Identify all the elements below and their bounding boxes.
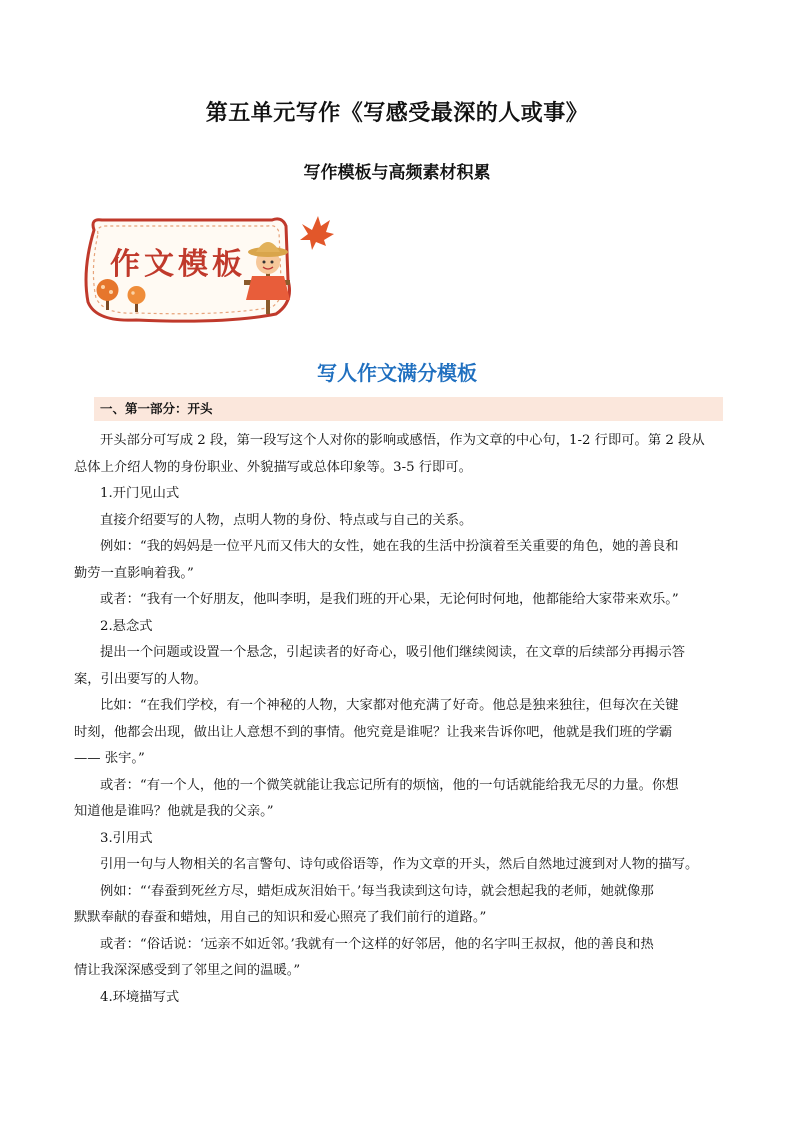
banner-text: 作文模板 (110, 247, 246, 282)
maple-leaf-icon (300, 216, 334, 250)
body-line: 比如：“在我们学校，有一个神秘的人物，大家都对他充满了好奇。他总是独来独往，但每次在关键 (100, 698, 679, 713)
body-line: 情让我深深感受到了邻里之间的温暖。” (74, 963, 301, 978)
body-line: 时刻，他都会出现，做出让人意想不到的事情。他究竟是谁呢？让我来告诉你吧，他就是我们班的学霸 (74, 724, 673, 740)
body-line: 开头部分可写成 2 段，第一段写这个人对你的影响或感悟，作为文章的中心句，1-2 行即可。第 2 段从 (100, 433, 705, 448)
page-title: 第五单元写作《写感受最深的人或事》 (205, 100, 589, 126)
body-line: 提出一个问题或设置一个悬念，引起读者的好奇心，吸引他们继续阅读，在文章的后续部分再揭示答 (100, 645, 686, 660)
body-text (74, 428, 722, 1011)
body-line: 或者：“俗话说：‘远亲不如近邻。’我就有一个这样的好邻居，他的名字叫王叔叔，他的善良和热 (100, 936, 654, 952)
body-line: 1.开门见山式 (100, 486, 180, 501)
body-line: 例如：“‘春蚕到死丝方尽，蜡炬成灰泪始干。’每当我读到这句诗，就会想起我的老师，她就像那 (100, 883, 654, 899)
part-heading: 一、第一部分：开头 (94, 397, 723, 421)
body-line: 例如：“我的妈妈是一位平凡而又伟大的女性，她在我的生活中扮演着至关重要的角色，她的善良和 (100, 539, 679, 554)
page-subtitle: 写作模板与高频素材积累 (303, 163, 491, 183)
body-line: 或者：“我有一个好朋友，他叫李明，是我们班的开心果，无论何时何地，他都能给大家带来欢乐。” (100, 592, 679, 607)
body-line: 或者：“有一个人，他的一个微笑就能让我忘记所有的烦恼，他的一句话就能给我无尽的力量。你想 (100, 777, 679, 793)
body-line: 4.环境描写式 (100, 989, 180, 1005)
body-line: 3.引用式 (100, 830, 153, 846)
body-line: 总体上介绍人物的身份职业、外貌描写或总体印象等。3-5 行即可。 (74, 459, 472, 475)
body-line: 默默奉献的春蚕和蜡烛，用自己的知识和爱心照亮了我们前行的道路。” (74, 910, 487, 925)
body-line: 直接介绍要写的人物，点明人物的身份、特点或与自己的关系。 (100, 512, 473, 528)
section-title: 写人作文满分模板 (317, 361, 477, 385)
body-line: 知道他是谁吗？他就是我的父亲。” (74, 804, 274, 819)
composition-template-banner (76, 210, 336, 328)
body-line: 勤劳一直影响着我。” (74, 565, 194, 581)
body-line: 2.悬念式 (100, 618, 153, 634)
body-line: 案，引出要写的人物。 (74, 671, 207, 687)
body-line: —— 张宇。” (74, 751, 145, 766)
body-line: 引用一句与人物相关的名言警句、诗句或俗语等，作为文章的开头，然后自然地过渡到对人物的描写。 (100, 857, 699, 872)
